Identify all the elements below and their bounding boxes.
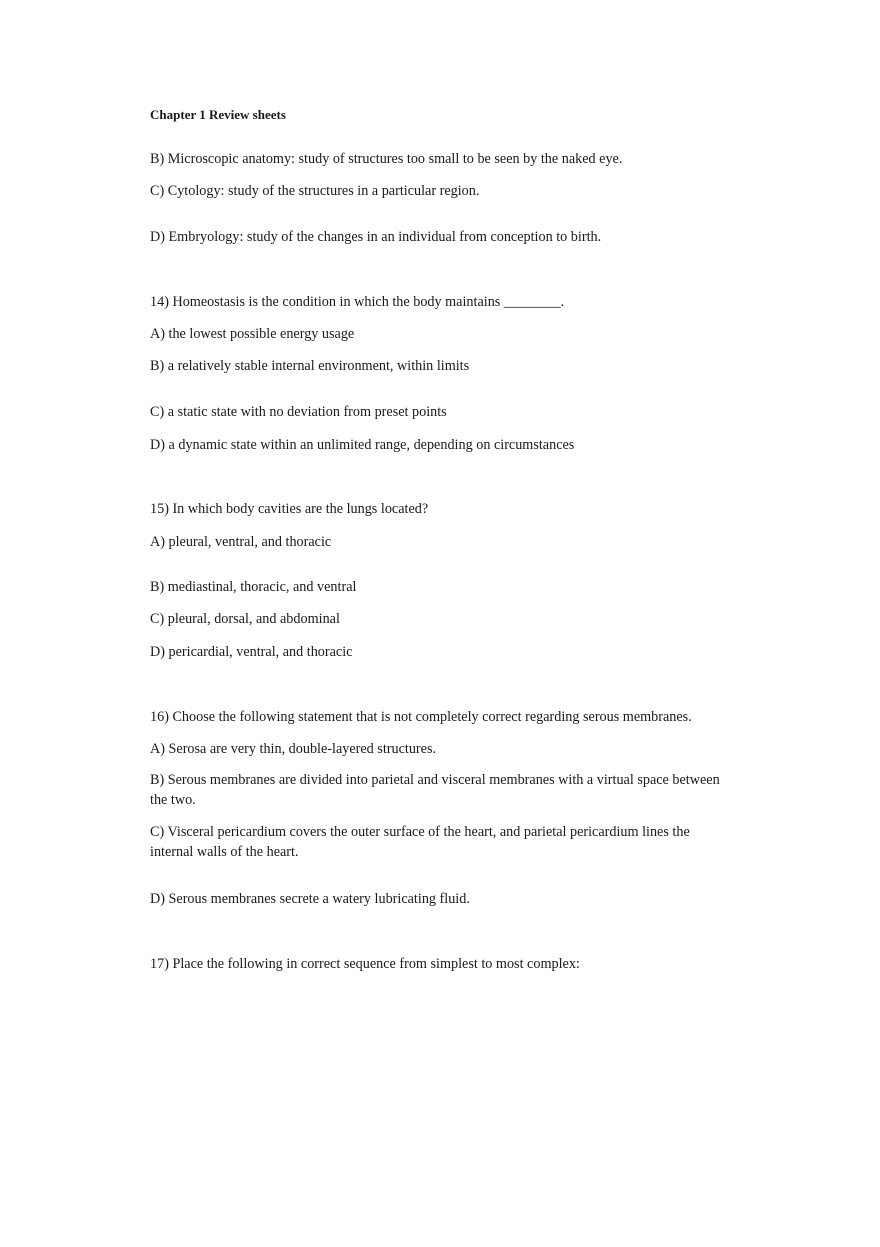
q14-option-c: C) a static state with no deviation from preset points (150, 404, 447, 420)
q15-option-a: A) pleural, ventral, and thoracic (150, 534, 332, 550)
q15-option-b: B) mediastinal, thoracic, and ventral (150, 579, 357, 595)
q17-question: 17) Place the following in correct sequence from simplest to most complex: (150, 956, 580, 972)
q16-option-c: C) Visceral pericardium covers the outer surface of the heart, and parietal pericardium lines the internal walls of the heart. (150, 824, 690, 860)
q14-option-a: A) the lowest possible energy usage (150, 326, 355, 342)
q16-question: 16) Choose the following statement that is not completely correct regarding serous membranes. (150, 709, 692, 725)
q15-question: 15) In which body cavities are the lungs located? (150, 501, 429, 517)
q16-option-d: D) Serous membranes secrete a watery lubricating fluid. (150, 891, 470, 907)
q13-option-c: C) Cytology: study of the structures in a particular region. (150, 183, 480, 199)
q16-option-b: B) Serous membranes are divided into parietal and visceral membranes with a virtual space between the two. (150, 772, 720, 808)
q14-question: 14) Homeostasis is the condition in which the body maintains ________. (150, 294, 565, 310)
q14-option-b: B) a relatively stable internal environment, within limits (150, 358, 470, 374)
q13-option-d: D) Embryology: study of the changes in an individual from conception to birth. (150, 229, 602, 245)
q15-option-c: C) pleural, dorsal, and abdominal (150, 611, 340, 627)
q16-option-a: A) Serosa are very thin, double-layered structures. (150, 741, 437, 757)
page-title: Chapter 1 Review sheets (150, 107, 286, 122)
q14-option-d: D) a dynamic state within an unlimited range, depending on circumstances (150, 437, 575, 453)
q13-option-b: B) Microscopic anatomy: study of structures too small to be seen by the naked eye. (150, 151, 623, 167)
q15-option-d: D) pericardial, ventral, and thoracic (150, 644, 353, 660)
